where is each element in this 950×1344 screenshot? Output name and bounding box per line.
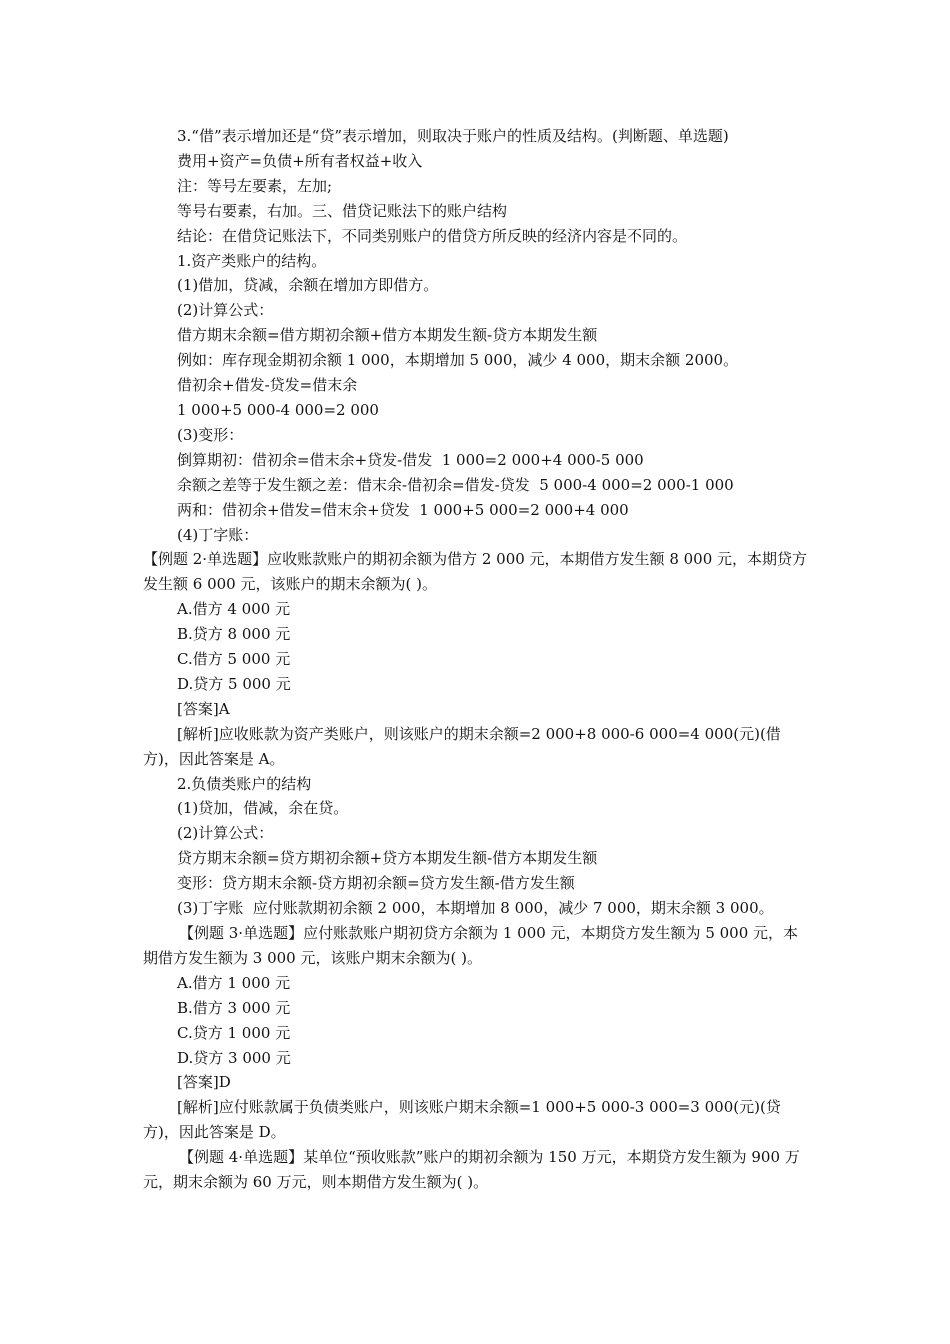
paragraph-t-account: (4)丁字账：: [177, 525, 259, 544]
paragraph-conclusion: 结论：在借贷记账法下，不同类别账户的借贷方所反映的经济内容是不同的。: [177, 226, 688, 245]
paragraph-liability-formula: 贷方期末余额=贷方期初余额+贷方本期发生额-借方本期发生额: [177, 849, 598, 868]
option-2a: A.借方 4 000 元: [177, 600, 291, 619]
paragraph-example-cash: 例如：库存现金期初余额 1 000，本期增加 5 000，减少 4 000，期末余额 2000。: [177, 351, 739, 370]
paragraph-asset-rule: (1)借加，贷减，余额在增加方即借方。: [177, 276, 439, 295]
paragraph-short-formula: 借初余+借发-贷发=借末余: [177, 376, 358, 395]
option-3c: C.贷方 1 000 元: [177, 1023, 291, 1042]
paragraph-two-sums: 两和：借初余+借发=借末余+贷发 1 000+5 000=2 000+4 000: [177, 500, 629, 519]
analysis-3: [解析]应付账款属于负债类账户，则该账户期末余额=1 000+5 000-3 000=3 000(元)(贷方)，因此答案是 D。: [143, 1098, 781, 1142]
option-3d: D.贷方 3 000 元: [177, 1048, 291, 1067]
analysis-2: [解析]应收账款为资产类账户，则该账户的期末余额=2 000+8 000-6 000=4 000(元)(借方)，因此答案是 A。: [143, 724, 781, 768]
paragraph-asset-formula: 借方期末余额=借方期初余额+借方本期发生额-贷方本期发生额: [177, 326, 598, 345]
paragraph-liability-rule: (1)贷加，借减，余在贷。: [177, 799, 349, 818]
heading-asset-account: 1.资产类账户的结构。: [177, 251, 327, 270]
paragraph-formula-label-2: (2)计算公式：: [177, 824, 274, 843]
paragraph-liability-t-account: (3)丁字账 应付账款期初余额 2 000，本期增加 8 000，减少 7 000，期末余额 3 000。: [177, 899, 774, 918]
paragraph-equation: 费用+资产=负债+所有者权益+收入: [177, 151, 423, 170]
paragraph-liability-variant: 变形：贷方期末余额-贷方期初余额=贷方发生额-借方发生额: [177, 874, 575, 893]
question-example-3: 【例题 3·单选题】应付账款账户期初贷方余额为 1 000 元，本期贷方发生额为 5 000 元，本期借方发生额为 3 000 元，该账户期末余额为( )。: [143, 924, 799, 967]
question-example-2: 【例题 2·单选题】应收账款账户的期初余额为借方 2 000 元，本期借方发生额 8 000 元，本期贷方发生额 6 000 元，该账户的期末余额为( )。: [143, 550, 808, 594]
paragraph-debit-credit-increase: 3.“借”表示增加还是“贷”表示增加，则取决于账户的性质及结构。(判断题、单选题): [177, 127, 729, 145]
paragraph-formula-label: (2)计算公式：: [177, 301, 274, 320]
question-example-4: 【例题 4·单选题】某单位“预收账款”账户的期初余额为 150 万元，本期贷方发生额为 900 万元，期末余额为 60 万元，则本期借方发生额为( )。: [143, 1148, 800, 1192]
paragraph-note-right: 等号右要素，右加。三、借贷记账法下的账户结构: [177, 201, 508, 220]
option-3a: A.借方 1 000 元: [177, 973, 291, 992]
option-3b: B.借方 3 000 元: [177, 998, 291, 1017]
option-2c: C.借方 5 000 元: [177, 650, 291, 669]
option-2b: B.贷方 8 000 元: [177, 625, 291, 644]
heading-liability-account: 2.负债类账户的结构: [177, 774, 312, 793]
paragraph-variant-label: (3)变形：: [177, 425, 244, 444]
paragraph-balance-difference: 余额之差等于发生额之差：借末余-借初余=借发-贷发 5 000-4 000=2 000-1 000: [177, 475, 734, 494]
paragraph-reverse-opening: 倒算期初：借初余=借末余+贷发-借发 1 000=2 000+4 000-5 000: [177, 450, 644, 469]
option-2d: D.贷方 5 000 元: [177, 674, 291, 693]
document-page: [143, 124, 811, 1195]
answer-2: [答案]A: [177, 699, 230, 718]
paragraph-calculation: 1 000+5 000-4 000=2 000: [177, 400, 379, 419]
answer-3: [答案]D: [177, 1073, 231, 1092]
paragraph-note-left: 注：等号左要素，左加;: [177, 176, 333, 195]
